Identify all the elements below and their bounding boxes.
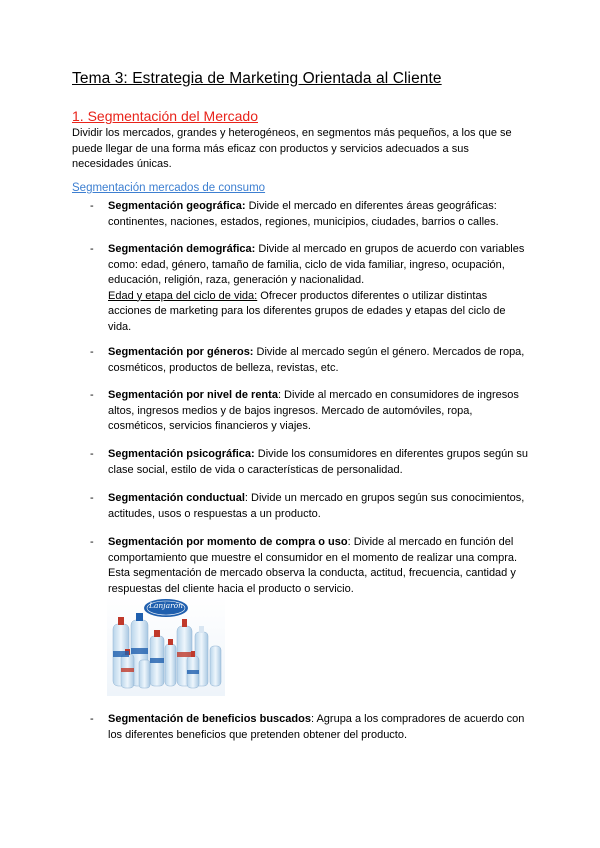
item-term: Segmentación por momento de compra o uso xyxy=(108,536,348,548)
water-bottles-image xyxy=(107,596,225,696)
list-item xyxy=(90,491,530,522)
list-item xyxy=(90,345,530,376)
item-text: : Agrupa a los compradores de acuerdo con los diferentes beneficios que pretenden obtener del producto. xyxy=(108,713,525,741)
item-sub-term: Edad y etapa del ciclo de vida: xyxy=(108,289,258,302)
item-text: : Divide un mercado en grupos según sus conocimientos, actitudes, usos o respuestas a un producto. xyxy=(108,492,525,520)
bullet-dash: - xyxy=(90,448,94,460)
list-item xyxy=(90,388,530,435)
bullet-dash: - xyxy=(90,713,94,725)
item-text: Divide al mercado en grupos de acuerdo con variables como: edad, género, tamaño de familia, ciclo de vida familiar, ingreso, ocupación, educación, religión, raza, generación y nacionalidad. xyxy=(108,243,525,286)
bullet-dash: - xyxy=(90,389,94,401)
section-heading: 1. Segmentación del Mercado xyxy=(72,108,258,124)
list-item xyxy=(90,199,530,230)
bottles-illustration xyxy=(107,596,225,696)
item-sub-text: Ofrecer productos diferentes o utilizar distintas acciones de marketing para los diferentes grupos de edades y etapas del ciclo de vida. xyxy=(108,289,506,333)
brand-logo-text: Lanjarón xyxy=(148,601,183,610)
item-term: Segmentación de beneficios buscados xyxy=(108,713,311,725)
list-item xyxy=(90,712,530,743)
item-text: : Divide al mercado en consumidores de ingresos altos, ingresos medios y de bajos ingresos. Mercado de automóviles, ropa, cosméticos, servicios financieros y viajes. xyxy=(108,389,519,432)
list-item xyxy=(90,447,530,478)
item-term: Segmentación psicográfica: xyxy=(108,448,255,460)
item-text: Divide el mercado en diferentes áreas geográficas: continentes, naciones, estados, regiones, municipios, ciudades, barrios o calles. xyxy=(108,200,499,228)
list-item xyxy=(90,242,530,335)
bullet-dash: - xyxy=(90,536,94,548)
page-title: Tema 3: Estrategia de Marketing Orientada al Cliente xyxy=(72,70,442,87)
item-term: Segmentación conductual xyxy=(108,492,245,504)
bullet-dash: - xyxy=(90,346,94,358)
intro-paragraph: Dividir los mercados, grandes y heterogéneos, en segmentos más pequeños, a los que se puede llegar de una forma más eficaz con productos y servicios adecuados a sus necesidades únicas. xyxy=(72,127,512,170)
item-term: Segmentación por géneros: xyxy=(108,346,254,358)
list-item xyxy=(90,535,530,597)
item-text: Divide al mercado según el género. Mercados de ropa, cosméticos, productos de belleza, revistas, etc. xyxy=(108,346,525,374)
item-term: Segmentación por nivel de renta xyxy=(108,389,278,401)
item-text: : Divide al mercado en función del comportamiento que muestre el consumidor en el momento de realizar una compra. Esta segmentación de mercado observa la conducta, actitud, frecuencia, cantidad y respuestas del cliente hacia el producto o servicio. xyxy=(108,536,518,595)
item-text: Divide los consumidores en diferentes grupos según su clase social, estilo de vida o características de personalidad. xyxy=(108,448,529,476)
item-term: Segmentación geográfica: xyxy=(108,200,246,212)
bullet-dash: - xyxy=(90,200,94,212)
bullet-dash: - xyxy=(90,492,94,504)
item-term: Segmentación demográfica: xyxy=(108,243,256,255)
subsection-heading: Segmentación mercados de consumo xyxy=(72,182,266,194)
bullet-dash: - xyxy=(90,243,94,255)
